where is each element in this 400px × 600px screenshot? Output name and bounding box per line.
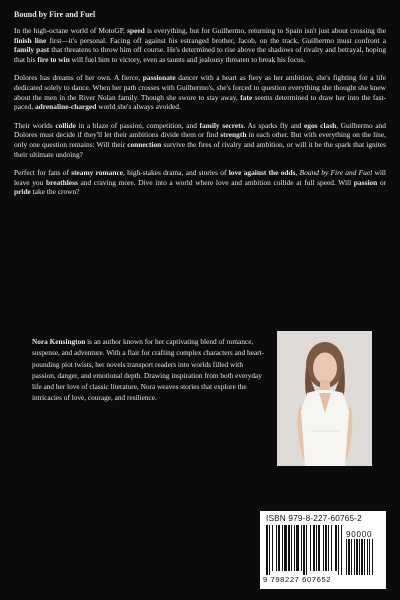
barcode-bar [282,525,283,571]
barcode-addon-bar [359,539,360,575]
barcode-addon-bar [361,539,363,575]
emphasis-bold: adrenaline-charged [34,102,97,112]
barcode-bar [294,525,295,571]
barcode-bar [310,525,311,571]
text-run: is everything, but for Guilhermo, returning to Spain isn't just about crossing the [144,26,387,35]
book-title: Bound by Fire and Fuel [14,10,96,19]
emphasis-bold: passionate [142,73,176,83]
barcode-bar [323,525,324,571]
barcode-bar [316,525,317,571]
isbn-label: ISBN 979-8-227-60765-2 [266,514,362,523]
barcode-addon-bar [367,539,368,575]
blurb-paragraph-4 [14,168,386,197]
barcode-addon-bar [364,539,365,575]
barcode-bar [335,525,337,571]
emphasis-bold: fate [240,92,253,102]
text-run: seems determined to draw her into the fast-paced, [14,92,386,112]
text-run: that threatens to throw him off course. He's determined to rise above the shadows of rivalry and betrayal, hoping that his [14,45,387,65]
author-photo [277,331,372,466]
text-run: , Guilhermo and Dolores must decide if they'll let their ambitions divide them or find [14,120,386,140]
barcode-bar [303,525,305,575]
barcode-bar [272,525,273,571]
text-run: and craving more. Dive into a world where love and ambition collide at full speed. Will [77,177,354,187]
text-run: world she's always avoided. [96,102,181,112]
isbn-barcode [260,511,386,589]
text-run: , [295,167,300,177]
text-run: take the crown? [30,187,80,197]
barcode-bar [301,525,302,571]
emphasis-bold: family secrets [199,120,244,130]
text-run: first—it's personal. Facing off against his estranged brother, Jacob, on the track, Guilhermo must confront a [46,35,386,45]
barcode-addon-bar [369,539,370,575]
barcode-bar [291,525,292,571]
text-run: Perfect for fans of [14,167,72,177]
emphasis-bold: collide [55,120,76,130]
back-cover-blurb [14,10,386,206]
barcode-bar [341,525,342,575]
barcode-bar [328,525,329,571]
text-run: in a blaze of passion, competition, and [75,120,200,130]
blurb-paragraph-2 [14,73,386,112]
barcode-addon-bar [356,539,358,575]
barcode-bar [296,525,299,571]
emphasis-bold: love against the odds [228,167,296,177]
text-run: will leave you [14,167,386,187]
author-bio-text [32,336,268,404]
barcode-bar [338,525,339,575]
text-run: in each other. But with everything on the line, only one question remains: Will their [14,130,387,150]
barcode-bar [313,525,315,571]
text-run: survive the fires of rivalry and ambition, or will it be the spark that ignites their ultimate undoing? [14,140,386,159]
barcode-addon-bar [372,539,373,575]
barcode-bar [269,525,270,575]
barcode-addon-bar [348,539,350,575]
emphasis-bold: connection [127,140,162,150]
text-run: Dolores has dreams of her own. A fierce, [14,73,143,83]
emphasis-bold: passion [353,177,378,187]
text-run: , high-stakes drama, and stories of [123,167,229,177]
text-run: is an author known for her captivating blend of romance, suspense, and adventure. With a flair for crafting complex characters and heart-pounding plot twists, her novels transport readers into worlds filled with passion, danger, and emotional depth. Drawing inspiration from both everyday life and her love of classic literature, Nora weaves stories that explore the intricacies of love, courage, and resilience. [32,337,264,403]
barcode-bar [306,525,307,575]
emphasis-bold: fire to win [37,55,70,65]
barcode-bar [278,525,280,571]
emphasis-italic: Bound by Fire and Fuel [299,167,373,177]
barcode-bars [266,525,386,575]
emphasis-bold: pride [14,187,31,197]
barcode-bar [331,525,332,571]
emphasis-bold: strength [220,130,247,140]
emphasis-bold: egos clash [304,120,337,130]
text-run: Their worlds [14,120,56,130]
emphasis-bold: family past [14,45,50,55]
barcode-addon-bar [346,539,347,575]
blurb-paragraph-1 [14,26,386,65]
barcode-bar [284,525,287,571]
emphasis-bold: breathless [45,177,78,187]
barcode-bar [318,525,320,571]
text-run: will fuel him to victory, even as taunts and jealousy threaten to break his focus. [69,55,306,65]
barcode-bar [266,525,268,575]
barcode-addon-bar [354,539,355,575]
text-run: . As sparks fly and [243,120,305,130]
author-photo-image [277,331,372,466]
barcode-digits: 9 798227 607652 [263,575,332,584]
barcode-bar [325,525,327,571]
emphasis-bold: Nora Kensington [32,337,86,346]
text-run: or [377,177,386,187]
price-addon: 90000 [346,530,373,539]
text-run: dancer with a heart as fiery as her ambition, she's fighting for a life dedicated solely to dance. When her path crosses with Guilhermo's, she's forced to question everything she thought she knew about the men in the River Nolan family. Though she swore to stay away, [14,73,386,102]
emphasis-bold: steamy romance [71,167,124,177]
blurb-paragraph-3 [14,121,386,160]
emphasis-bold: finish line [14,35,47,45]
author-bio [32,336,268,404]
text-run: In the high-octane world of MotoGP, [14,26,128,35]
emphasis-bold: speed [127,26,145,35]
barcode-bar [288,525,290,571]
barcode-addon-bar [351,539,352,575]
barcode-bar [276,525,277,571]
